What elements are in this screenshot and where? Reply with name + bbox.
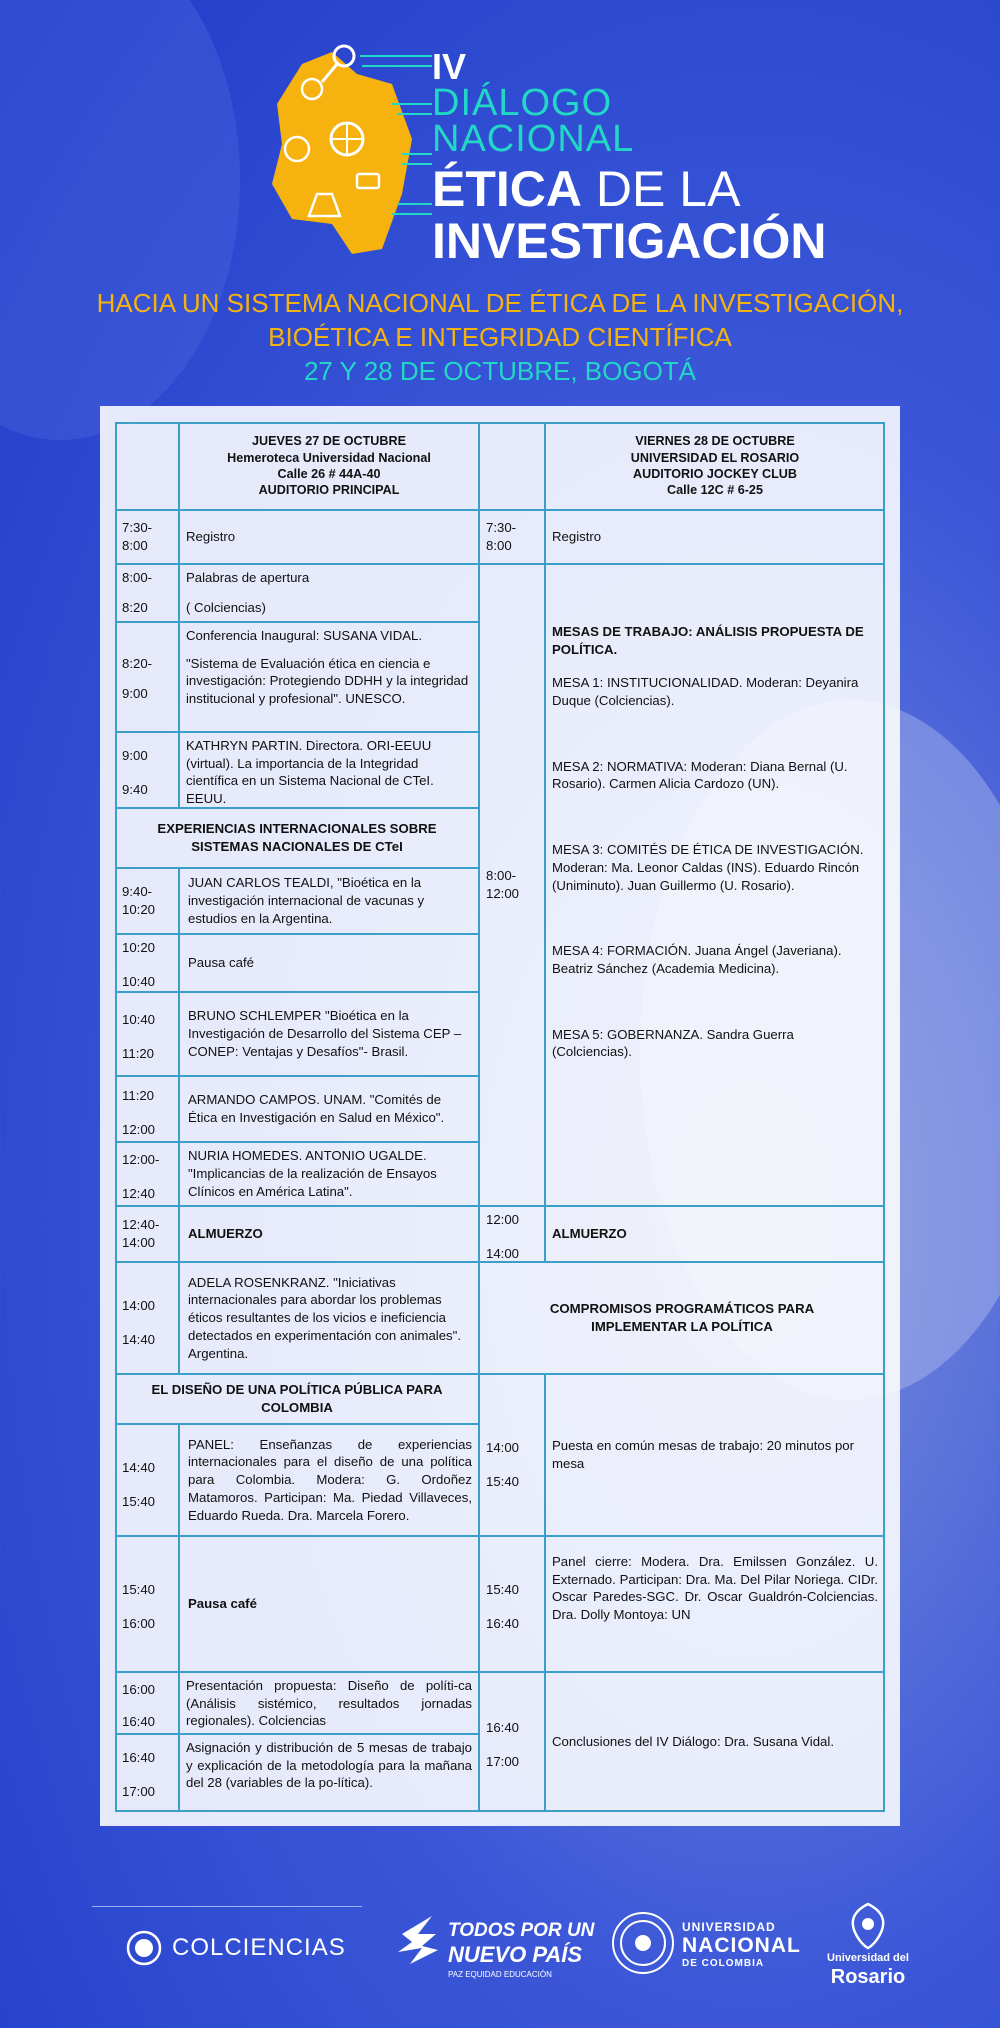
title-etica-word: ÉTICA xyxy=(432,161,582,217)
header xyxy=(0,0,1000,400)
session-cell: JUAN CARLOS TEALDI, "Bioética en la investigación internacional de vacunas y estudios en la Argentina. xyxy=(179,868,479,934)
session-cell: Palabras de apertura ( Colciencias) xyxy=(179,564,479,622)
day1-address: Calle 26 # 44A-40 xyxy=(277,467,381,481)
title-dialogo: DIÁLOGO xyxy=(432,82,613,124)
mesa-1: MESA 1: INSTITUCIONALIDAD. Moderan: Deyanira Duque (Colciencias). xyxy=(552,675,859,709)
subtitle-line-1: HACIA UN SISTEMA NACIONAL DE ÉTICA DE LA INVESTIGACIÓN, xyxy=(96,288,904,318)
corner-cell xyxy=(479,422,545,510)
time-cell: 16:40 17:00 xyxy=(479,1672,545,1812)
section-header-policy: EL DISEÑO DE UNA POLÍTICA PÚBLICA PARA COLOMBIA xyxy=(115,1374,479,1424)
corner-cell xyxy=(115,422,179,510)
time-cell: 16:40 17:00 xyxy=(115,1734,179,1812)
session-cell: Asignación y distribución de 5 mesas de trabajo y explicación de la metodología para la mañana del 28 (variables de la po-lítica). xyxy=(179,1734,479,1812)
day1-header xyxy=(179,422,479,510)
title-investigacion: INVESTIGACIÓN xyxy=(432,213,827,269)
time-cell: 14:40 15:40 xyxy=(115,1424,179,1536)
session-cell: NURIA HOMEDES. ANTONIO UGALDE. "Implicancias de la realización de Ensayos Clínicos en América Latina". xyxy=(179,1142,479,1206)
session-cell: Registro xyxy=(179,510,479,564)
session-cell: KATHRYN PARTIN. Directora. ORI-EEUU (virtual). La importancia de la Integridad científica en un Sistema Nacional de CTeI. EEUU. xyxy=(179,732,479,808)
day2-venue: UNIVERSIDAD EL ROSARIO xyxy=(630,450,800,465)
day2-address: Calle 12C # 6-25 xyxy=(667,483,763,498)
time-cell: 10:40 11:20 xyxy=(115,992,179,1076)
session-cell: Panel cierre: Modera. Dra. Emilssen González. U. Externado. Participan: Dra. Ma. Del Pilar Noriega. CIDr. Oscar Paredes-SGC. Dr. Oscar Gualdrón-Colciencias. Dra. Dolly Montoya: UN xyxy=(545,1536,885,1672)
session-cell: ARMANDO CAMPOS. UNAM. "Comités de Ética en Investigación en Salud en México". xyxy=(179,1076,479,1142)
session-cell: BRUNO SCHLEMPER "Bioética en la Investigación de Desarrollo del Sistema CEP – CONEP: Ventajas y Desafíos"- Brasil. xyxy=(179,992,479,1076)
universidad-rosario-crest-icon xyxy=(846,1900,890,1950)
section-header-international: EXPERIENCIAS INTERNACIONALES SOBRE SISTEMAS NACIONALES DE CTeI xyxy=(115,808,479,868)
time-cell: 14:00 14:40 xyxy=(115,1262,179,1374)
time-cell: 7:30- 8:00 xyxy=(479,510,545,564)
footer-divider xyxy=(92,1906,362,1907)
paz-equidad-educacion-text: PAZ EQUIDAD EDUCACIÓN xyxy=(448,1970,552,1979)
session-cell: Pausa café xyxy=(179,934,479,992)
session-cell: Registro xyxy=(545,510,885,564)
day1-venue: Hemeroteca Universidad Nacional xyxy=(227,450,431,465)
mesa-4: MESA 4: FORMACIÓN. Juana Ángel (Javeriana). Beatriz Sánchez (Academia Medicina). xyxy=(552,943,842,976)
day2-date: VIERNES 28 DE OCTUBRE xyxy=(635,434,795,449)
time-cell: 16:00 16:40 xyxy=(115,1672,179,1734)
day2-room: AUDITORIO JOCKEY CLUB xyxy=(633,467,797,481)
subtitle-line-2: BIOÉTICA E INTEGRIDAD CIENTÍFICA xyxy=(268,322,732,352)
todos-por-un-nuevo-pais-emblem-icon xyxy=(392,1912,444,1984)
mesas-title: MESAS DE TRABAJO: ANÁLISIS PROPUESTA DE POLÍTICA. xyxy=(552,624,864,657)
day2-header xyxy=(545,422,885,510)
session-cell: PANEL: Enseñanzas de experiencias internacionales para el diseño de una política para Colombia. Modera: G. Ordoñez Matamoros. Participan: Ma. Piedad Villaveces, Eduardo Rueda. Dra. Marcela Forero. xyxy=(179,1424,479,1536)
day1-room: AUDITORIO PRINCIPAL xyxy=(258,483,400,498)
time-cell: 10:20 10:40 xyxy=(115,934,179,992)
colombia-shield-icon xyxy=(126,1930,162,1966)
title-de-la: DE LA xyxy=(595,161,741,217)
time-cell: 8:00- 12:00 xyxy=(479,564,545,1206)
session-cell-mesas xyxy=(545,564,885,1206)
time-cell: 7:30- 8:00 xyxy=(115,510,179,564)
event-dates: 27 Y 28 DE OCTUBRE, BOGOTÁ xyxy=(303,356,697,386)
time-cell: 11:20 12:00 xyxy=(115,1076,179,1142)
un-de-colombia-text: DE COLOMBIA xyxy=(682,1958,765,1969)
time-cell: 15:40 16:40 xyxy=(479,1536,545,1672)
section-header-compromisos: COMPROMISOS PROGRAMÁTICOS PARA IMPLEMENTAR LA POLÍTICA xyxy=(479,1262,885,1374)
footer-logos xyxy=(0,1860,1000,2028)
rosario-universidad-del-text: Universidad del xyxy=(827,1952,909,1964)
session-cell: ADELA ROSENKRANZ. "Iniciativas internacionales para abordar los problemas éticos resultantes de los vicios e ineficiencia detectados en experimentación con animales". Argentina. xyxy=(179,1262,479,1374)
session-cell: Conclusiones del IV Diálogo: Dra. Susana Vidal. xyxy=(545,1672,885,1812)
session-cell: Presentación propuesta: Diseño de políti-ca (Análisis sistémico, resultados jornadas regionales). Colciencias xyxy=(179,1672,479,1734)
universidad-nacional-seal-icon xyxy=(610,1910,676,1976)
session-cell: Puesta en común mesas de trabajo: 20 minutos por mesa xyxy=(545,1374,885,1536)
mesa-2: MESA 2: NORMATIVA: Moderan: Diana Bernal (U. Rosario). Carmen Alicia Cardozo (UN). xyxy=(552,758,848,792)
mesa-5: MESA 5: GOBERNANZA. Sandra Guerra (Colciencias). xyxy=(552,1026,794,1060)
title-nacional: NACIONAL xyxy=(432,118,635,160)
colciencias-logo-text: COLCIENCIAS xyxy=(172,1934,346,1961)
day1-date: JUEVES 27 DE OCTUBRE xyxy=(252,434,406,449)
time-cell: 8:00- 8:20 xyxy=(115,564,179,622)
title-etica xyxy=(432,160,740,218)
time-cell: 9:00 9:40 xyxy=(115,732,179,808)
colombia-map-logo xyxy=(262,44,432,259)
time-cell: 15:40 16:00 xyxy=(115,1536,179,1672)
time-cell: 12:00 14:00 xyxy=(479,1206,545,1262)
session-cell: Conferencia Inaugural: SUSANA VIDAL. "Sistema de Evaluación ética en ciencia e investigación: Protegiendo DDHH y la integridad institucional y profesional". UNESCO. xyxy=(179,622,479,732)
time-cell: 14:00 15:40 xyxy=(479,1374,545,1536)
session-cell-lunch: ALMUERZO xyxy=(179,1206,479,1262)
time-cell: 8:20- 9:00 xyxy=(115,622,179,732)
time-cell: 12:40- 14:00 xyxy=(115,1206,179,1262)
edition-number: IV xyxy=(432,46,467,87)
mesa-3: MESA 3: COMITÉS DE ÉTICA DE INVESTIGACIÓN. Moderan: Ma. Leonor Caldas (INS). Eduardo Rincón (Uniminuto). Juan Guillermo (U. Rosario). xyxy=(552,842,864,893)
session-cell-coffee: Pausa café xyxy=(179,1536,479,1672)
nuevo-pais-text: NUEVO PAÍS xyxy=(448,1942,583,1967)
todos-por-un-text: TODOS POR UN xyxy=(448,1920,595,1941)
session-cell-lunch: ALMUERZO xyxy=(545,1206,885,1262)
time-cell: 12:00- 12:40 xyxy=(115,1142,179,1206)
un-universidad-text: UNIVERSIDAD xyxy=(682,1920,776,1934)
rosario-name-text: Rosario xyxy=(830,1966,906,1988)
time-cell: 9:40- 10:20 xyxy=(115,868,179,934)
un-nacional-text: NACIONAL xyxy=(682,1934,801,1957)
